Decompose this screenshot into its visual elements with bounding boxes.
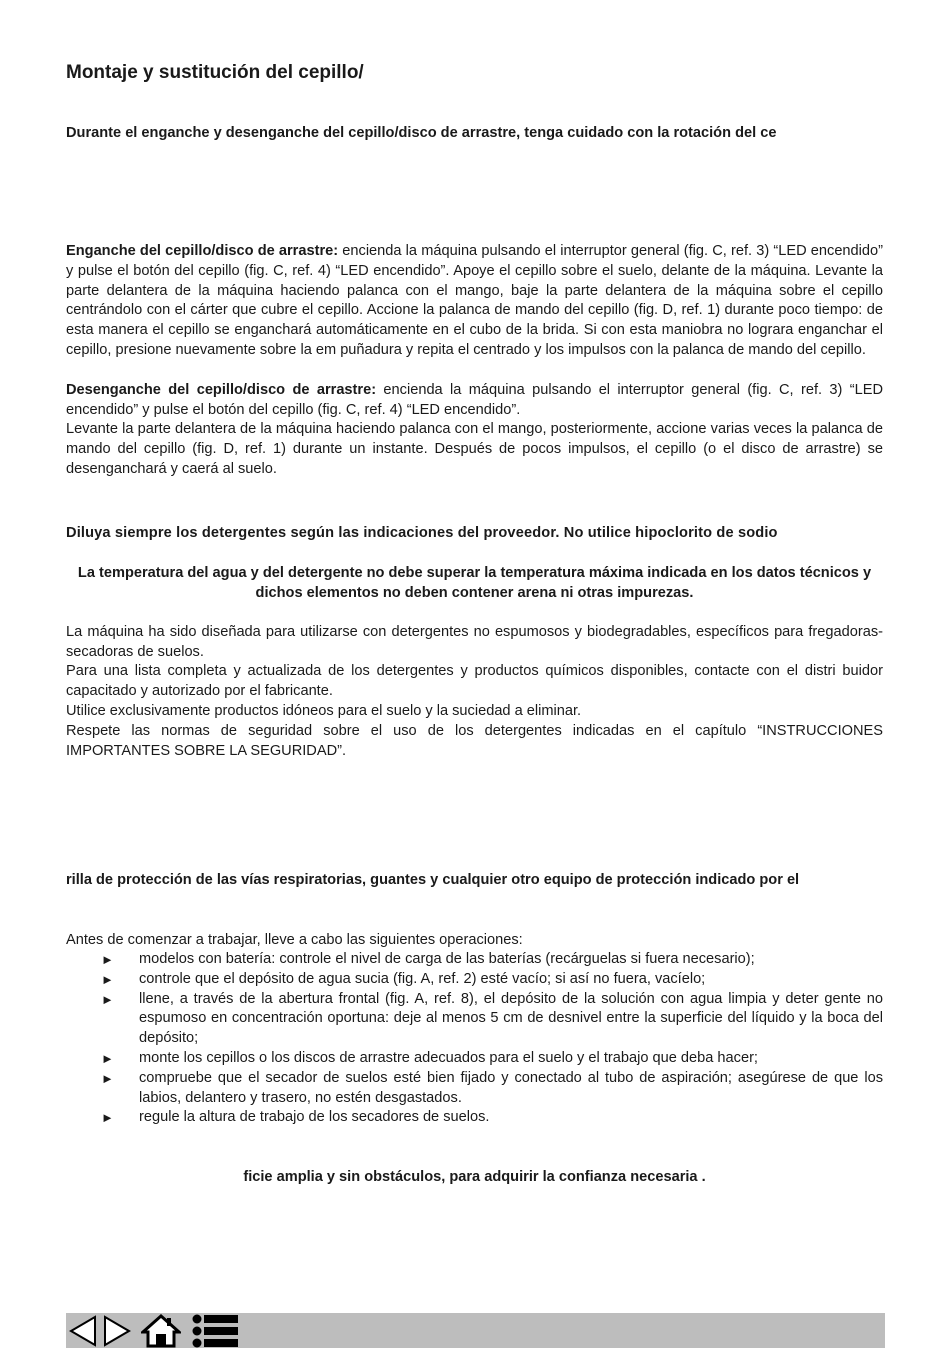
disengage-heading: Desenganche del cepillo/disco de arrastre: <box>66 382 377 398</box>
detergent-paragraph: Para una lista completa y actualizada de los detergentes y productos químicos disponibles, contacte con el distri buidor capacitado y autorizado por el fabricante. <box>66 663 883 699</box>
warning-brush-rotation: Durante el enganche y desenganche del cepillo/disco de arrastre, tenga cuidado con la rotación del ce <box>66 125 777 141</box>
bullet-arrow-icon: ► <box>101 1070 114 1086</box>
footer-navigation-bar <box>66 1313 885 1348</box>
next-page-icon <box>102 1315 132 1347</box>
list-item: ► compruebe que el secador de suelos esté bien fijado y conectado al tubo de aspiración; asegúrese de que los labios, delantero y trasero, no estén desgastados. <box>101 1069 883 1106</box>
list-item: ► monte los cepillos o los discos de arrastre adecuados para el suelo y el trabajo que deba hacer; <box>66 1049 883 1069</box>
list-item: ► controle que el depósito de agua sucia (fig. A, ref. 2) esté vacío; si así no fuera, vacíelo; <box>66 970 883 990</box>
next-page-button[interactable] <box>100 1313 133 1348</box>
list-item: ► regule la altura de trabajo de los secadores de suelos. <box>66 1108 883 1128</box>
detergent-paragraph: Respete las normas de seguridad sobre el uso de los detergentes indicadas en el capítulo “INSTRUCCIONES IMPORTANTES SOBRE LA SEGURIDAD”. <box>66 723 883 759</box>
list-item: ► llene, a través de la abertura frontal (fig. A, ref. 8), el depósito de la solución con agua limpia y deter gente no espumoso en concentración oportuna: deje al menos 5 cm de desnivel entre la superficie del líquido y la boca del depósito; <box>101 990 883 1047</box>
preparation-intro: Antes de comenzar a trabajar, lleve a cabo las siguientes operaciones: <box>66 932 523 948</box>
list-item: ► modelos con batería: controle el nivel de carga de las baterías (recárguelas si fuera necesario); <box>66 950 883 970</box>
warning-temperature: La temperatura del agua y del detergente no debe superar la temperatura máxima indicada en los datos técnicos y dichos elementos no deben contener arena ni otras impurezas. <box>77 565 872 601</box>
engage-brush-paragraph <box>66 242 883 361</box>
index-list-icon <box>191 1314 239 1348</box>
disengage-brush-paragraph <box>66 381 883 421</box>
detergent-paragraph: Utilice exclusivamente productos idóneos para el suelo y la suciedad a eliminar. <box>66 703 582 719</box>
engage-heading: Enganche del cepillo/disco de arrastre: <box>66 243 339 259</box>
index-button[interactable] <box>190 1313 240 1348</box>
bullet-arrow-icon: ► <box>101 1050 114 1066</box>
warning-protective-equipment: rilla de protección de las vías respiratorias, guantes y cualquier otro equipo de protección indicado por el <box>66 872 800 888</box>
section-title: Montaje y sustitución del cepillo/ <box>66 62 364 83</box>
prev-page-button[interactable] <box>66 1313 99 1348</box>
home-icon <box>141 1314 181 1348</box>
detergent-paragraph: La máquina ha sido diseñada para utilizarse con detergentes no espumosos y biodegradables, específicos para fregadoras-secadoras de suelos. <box>66 624 883 660</box>
disengage-body: encienda la máquina pulsando el interruptor general (fig. C, ref. 3) “LED encendido” y pulse el botón del cepillo (fig. C, ref. 4) “LED encendido”. <box>66 382 883 418</box>
warning-practice-surface: ficie amplia y sin obstáculos, para adquirir la confianza necesaria . <box>243 1169 706 1185</box>
bullet-arrow-icon: ► <box>101 1110 114 1126</box>
prev-page-icon <box>68 1315 98 1347</box>
home-button[interactable] <box>140 1313 182 1348</box>
preparation-steps-list <box>66 950 883 1128</box>
engage-body: encienda la máquina pulsando el interruptor general (fig. C, ref. 3) “LED encendido” y pulse el botón del cepillo (fig. C, ref. 4) “LED encendido”. Apoye el cepillo sobre el suelo, delante de la máquina. Levante la parte delantera de la máquina haciendo palanca con el mango, baje la parte delantera de la máquina sobre el cepillo centrándolo con el cárter que cubre el cepillo. Accione la palanca de mando del cepillo (fig. D, ref. 1) durante poco tiempo: de esta manera el cepillo se enganchará automáticamente en el cubo de la brida. Si con esta maniobra no lograra enganchar el cepillo, presione nuevamente sobre la em puñadura y repita el centrado y los impulsos con la palanca de mando del cepillo. <box>66 243 883 358</box>
bullet-arrow-icon: ► <box>101 952 114 967</box>
warning-dilute-detergents: Diluya siempre los detergentes según las indicaciones del proveedor. No utilice hipoclorito de sodio <box>66 525 778 541</box>
bullet-arrow-icon: ► <box>101 971 114 987</box>
bullet-arrow-icon: ► <box>101 991 114 1007</box>
disengage-brush-steps: Levante la parte delantera de la máquina haciendo palanca con el mango, posteriormente, accione varias veces la palanca de mando del cepillo (fig. D, ref. 1) durante un instante. Después de pocos impulsos, el cepillo (o el disco de arrastre) se desenganchará y caerá al suelo. <box>66 421 883 477</box>
